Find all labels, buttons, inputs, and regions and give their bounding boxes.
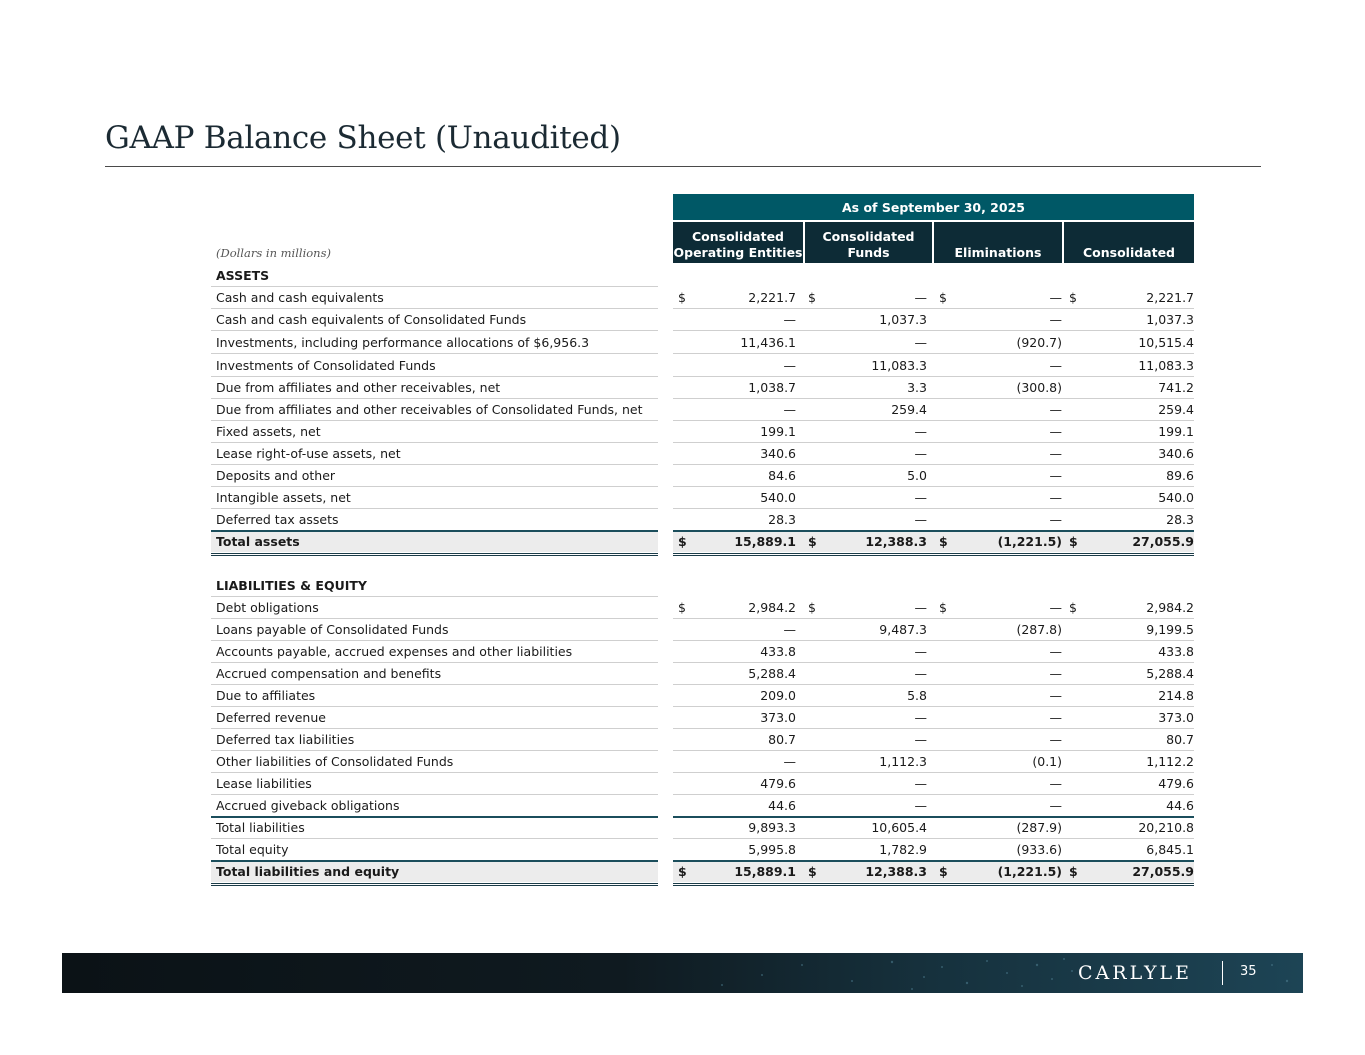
- value-cell: —: [783, 402, 796, 417]
- value-cell: —: [914, 512, 927, 527]
- value-cell: 209.0: [760, 688, 796, 703]
- table-row: [211, 641, 1194, 663]
- value-cell: 340.6: [760, 446, 796, 461]
- value-cell: 10,515.4: [1138, 335, 1194, 350]
- value-cell: 84.6: [768, 468, 796, 483]
- value-cell: 5,288.4: [1146, 666, 1194, 681]
- row-rule: [673, 553, 1194, 556]
- value-cell: —: [914, 335, 927, 350]
- value-cell: 373.0: [760, 710, 796, 725]
- value-cell: —: [783, 754, 796, 769]
- table-row: [211, 309, 1194, 331]
- value-cell: 15,889.1: [734, 864, 796, 879]
- col-header-line2: Consolidated: [1082, 245, 1176, 260]
- value-cell: 9,199.5: [1146, 622, 1194, 637]
- table-row: [211, 399, 1194, 421]
- value-cell: 11,083.3: [871, 358, 927, 373]
- row-label: Due to affiliates: [216, 688, 316, 703]
- carlyle-logo: CARLYLE: [1078, 962, 1192, 984]
- value-cell: —: [783, 622, 796, 637]
- value-cell: 2,984.2: [1146, 600, 1194, 615]
- value-cell: 80.7: [1166, 732, 1194, 747]
- row-label: Accounts payable, accrued expenses and other liabilities: [216, 644, 573, 659]
- row-rule: [211, 553, 658, 556]
- currency-symbol: $: [939, 290, 947, 305]
- row-label: Debt obligations: [216, 600, 319, 615]
- table-row: [211, 421, 1194, 443]
- value-cell: (1,221.5): [997, 864, 1062, 879]
- value-cell: 27,055.9: [1132, 864, 1194, 879]
- total-row: [211, 817, 1194, 839]
- currency-symbol: $: [939, 864, 948, 879]
- value-cell: —: [914, 798, 927, 813]
- value-cell: 20,210.8: [1138, 820, 1194, 835]
- currency-symbol: $: [808, 600, 816, 615]
- table-row: [211, 707, 1194, 729]
- section-header-row: [211, 265, 1194, 287]
- value-cell: 12,388.3: [865, 864, 927, 879]
- value-cell: 5.8: [907, 688, 927, 703]
- row-rule: [211, 353, 658, 354]
- row-label: Accrued giveback obligations: [216, 798, 400, 813]
- logo-divider: [1222, 961, 1223, 985]
- value-cell: 27,055.9: [1132, 534, 1194, 549]
- value-cell: 373.0: [1158, 710, 1194, 725]
- value-cell: —: [783, 312, 796, 327]
- value-cell: 10,605.4: [871, 820, 927, 835]
- value-cell: 28.3: [768, 512, 796, 527]
- value-cell: —: [1049, 512, 1062, 527]
- value-cell: —: [1049, 312, 1062, 327]
- value-cell: 3.3: [907, 380, 927, 395]
- table-row: [211, 509, 1194, 531]
- row-label: Due from affiliates and other receivables of Consolidated Funds, net: [216, 402, 643, 417]
- period-header: As of September 30, 2025: [673, 194, 1194, 220]
- row-label: Accrued compensation and benefits: [216, 666, 442, 681]
- value-cell: 199.1: [760, 424, 796, 439]
- value-cell: 259.4: [891, 402, 927, 417]
- row-rule: [211, 883, 658, 886]
- value-cell: —: [1049, 688, 1062, 703]
- value-cell: —: [914, 600, 927, 615]
- row-label: Lease liabilities: [216, 776, 312, 791]
- value-cell: —: [914, 290, 927, 305]
- row-label: Deferred tax liabilities: [216, 732, 355, 747]
- value-cell: —: [914, 666, 927, 681]
- currency-symbol: $: [808, 864, 817, 879]
- currency-symbol: $: [678, 534, 687, 549]
- value-cell: 1,037.3: [1146, 312, 1194, 327]
- value-cell: —: [1049, 776, 1062, 791]
- table-row: [211, 839, 1194, 861]
- row-rule: [673, 353, 1194, 354]
- value-cell: —: [1049, 710, 1062, 725]
- col-header-line1: Consolidated: [691, 229, 785, 244]
- value-cell: —: [1049, 600, 1062, 615]
- table-row: [211, 597, 1194, 619]
- row-rule: [673, 330, 1194, 331]
- row-label: Investments, including performance allocations of $6,956.3: [216, 335, 590, 350]
- col-header-line1: Consolidated: [822, 229, 915, 244]
- table-row: [211, 487, 1194, 509]
- value-cell: 5,995.8: [748, 842, 796, 857]
- value-cell: 9,487.3: [879, 622, 927, 637]
- row-label: LIABILITIES & EQUITY: [216, 578, 367, 593]
- section-header-row: [211, 575, 1194, 597]
- currency-symbol: $: [1069, 534, 1078, 549]
- table-row: [211, 465, 1194, 487]
- value-cell: —: [1049, 402, 1062, 417]
- title-divider: [105, 166, 1261, 167]
- table-row: [211, 729, 1194, 751]
- column-header-consolidated-funds: [805, 222, 932, 263]
- row-label: Cash and cash equivalents: [216, 290, 384, 305]
- column-header-consolidated: [1064, 222, 1194, 263]
- row-label: Investments of Consolidated Funds: [216, 358, 436, 373]
- value-cell: —: [1049, 666, 1062, 681]
- value-cell: 433.8: [1158, 644, 1194, 659]
- row-label: Cash and cash equivalents of Consolidated Funds: [216, 312, 527, 327]
- value-cell: —: [1049, 290, 1062, 305]
- value-cell: —: [914, 644, 927, 659]
- row-label: Intangible assets, net: [216, 490, 351, 505]
- table-row: [211, 377, 1194, 399]
- row-label: Deferred revenue: [216, 710, 326, 725]
- value-cell: 11,436.1: [740, 335, 796, 350]
- row-label: Deferred tax assets: [216, 512, 339, 527]
- row-label: Total equity: [216, 842, 289, 857]
- value-cell: 44.6: [1166, 798, 1194, 813]
- value-cell: 1,037.3: [879, 312, 927, 327]
- value-cell: —: [783, 358, 796, 373]
- table-row: [211, 332, 1194, 354]
- value-cell: 741.2: [1158, 380, 1194, 395]
- value-cell: —: [1049, 468, 1062, 483]
- value-cell: 15,889.1: [734, 534, 796, 549]
- col-header-line2: Funds: [847, 245, 890, 260]
- col-header-line2: Eliminations: [954, 245, 1042, 260]
- value-cell: —: [1049, 644, 1062, 659]
- row-label: Fixed assets, net: [216, 424, 321, 439]
- row-label: Deposits and other: [216, 468, 336, 483]
- row-label: Total liabilities: [216, 820, 305, 835]
- value-cell: 89.6: [1166, 468, 1194, 483]
- value-cell: 433.8: [760, 644, 796, 659]
- currency-symbol: $: [678, 290, 686, 305]
- value-cell: —: [1049, 424, 1062, 439]
- value-cell: —: [914, 732, 927, 747]
- value-cell: 6,845.1: [1146, 842, 1194, 857]
- units-note: (Dollars in millions): [216, 246, 331, 260]
- value-cell: —: [914, 424, 927, 439]
- value-cell: 214.8: [1158, 688, 1194, 703]
- value-cell: —: [1049, 358, 1062, 373]
- table-row: [211, 619, 1194, 641]
- value-cell: (920.7): [1016, 335, 1062, 350]
- value-cell: 5,288.4: [748, 666, 796, 681]
- page-title: GAAP Balance Sheet (Unaudited): [105, 120, 621, 156]
- currency-symbol: $: [1069, 600, 1077, 615]
- currency-symbol: $: [678, 864, 687, 879]
- value-cell: 1,782.9: [879, 842, 927, 857]
- currency-symbol: $: [1069, 864, 1078, 879]
- row-label: Lease right-of-use assets, net: [216, 446, 401, 461]
- row-label: ASSETS: [216, 268, 270, 283]
- value-cell: 2,221.7: [748, 290, 796, 305]
- row-label: Loans payable of Consolidated Funds: [216, 622, 449, 637]
- value-cell: 259.4: [1158, 402, 1194, 417]
- currency-symbol: $: [808, 534, 817, 549]
- row-label: Due from affiliates and other receivables, net: [216, 380, 501, 395]
- value-cell: 28.3: [1166, 512, 1194, 527]
- total-row: [211, 531, 1194, 553]
- value-cell: 479.6: [760, 776, 796, 791]
- value-cell: 199.1: [1158, 424, 1194, 439]
- table-row: [211, 773, 1194, 795]
- value-cell: —: [1049, 490, 1062, 505]
- value-cell: 540.0: [1158, 490, 1194, 505]
- value-cell: 44.6: [768, 798, 796, 813]
- table-row: [211, 795, 1194, 817]
- value-cell: 80.7: [768, 732, 796, 747]
- value-cell: 1,038.7: [748, 380, 796, 395]
- value-cell: 540.0: [760, 490, 796, 505]
- col-header-line2: Operating Entities: [673, 245, 803, 260]
- row-label: Total liabilities and equity: [216, 864, 400, 879]
- value-cell: —: [1049, 798, 1062, 813]
- value-cell: —: [914, 710, 927, 725]
- value-cell: —: [1049, 732, 1062, 747]
- value-cell: 1,112.3: [879, 754, 927, 769]
- row-label: Total assets: [216, 534, 300, 549]
- value-cell: —: [1049, 446, 1062, 461]
- value-cell: —: [914, 446, 927, 461]
- value-cell: (300.8): [1016, 380, 1062, 395]
- footer-bar: [62, 953, 1303, 993]
- value-cell: (933.6): [1016, 842, 1062, 857]
- value-cell: 2,984.2: [748, 600, 796, 615]
- column-header-eliminations: [934, 222, 1062, 263]
- currency-symbol: $: [939, 534, 948, 549]
- value-cell: 340.6: [1158, 446, 1194, 461]
- value-cell: —: [914, 490, 927, 505]
- table-row: [211, 751, 1194, 773]
- value-cell: 2,221.7: [1146, 290, 1194, 305]
- value-cell: 5.0: [907, 468, 927, 483]
- currency-symbol: $: [678, 600, 686, 615]
- table-row: [211, 663, 1194, 685]
- currency-symbol: $: [1069, 290, 1077, 305]
- row-label: Other liabilities of Consolidated Funds: [216, 754, 454, 769]
- value-cell: (0.1): [1032, 754, 1062, 769]
- currency-symbol: $: [939, 600, 947, 615]
- table-row: [211, 355, 1194, 377]
- value-cell: 11,083.3: [1138, 358, 1194, 373]
- table-row: [211, 287, 1194, 309]
- value-cell: 479.6: [1158, 776, 1194, 791]
- currency-symbol: $: [808, 290, 816, 305]
- table-row: [211, 685, 1194, 707]
- value-cell: 12,388.3: [865, 534, 927, 549]
- table-row: [211, 443, 1194, 465]
- value-cell: —: [914, 776, 927, 791]
- total-row: [211, 861, 1194, 883]
- column-header-operating-entities: [673, 222, 803, 263]
- value-cell: (1,221.5): [997, 534, 1062, 549]
- page-number: 35: [1240, 964, 1257, 979]
- value-cell: (287.9): [1016, 820, 1062, 835]
- value-cell: 1,112.2: [1146, 754, 1194, 769]
- row-rule: [673, 883, 1194, 886]
- row-rule: [211, 330, 658, 331]
- value-cell: 9,893.3: [748, 820, 796, 835]
- value-cell: (287.8): [1016, 622, 1062, 637]
